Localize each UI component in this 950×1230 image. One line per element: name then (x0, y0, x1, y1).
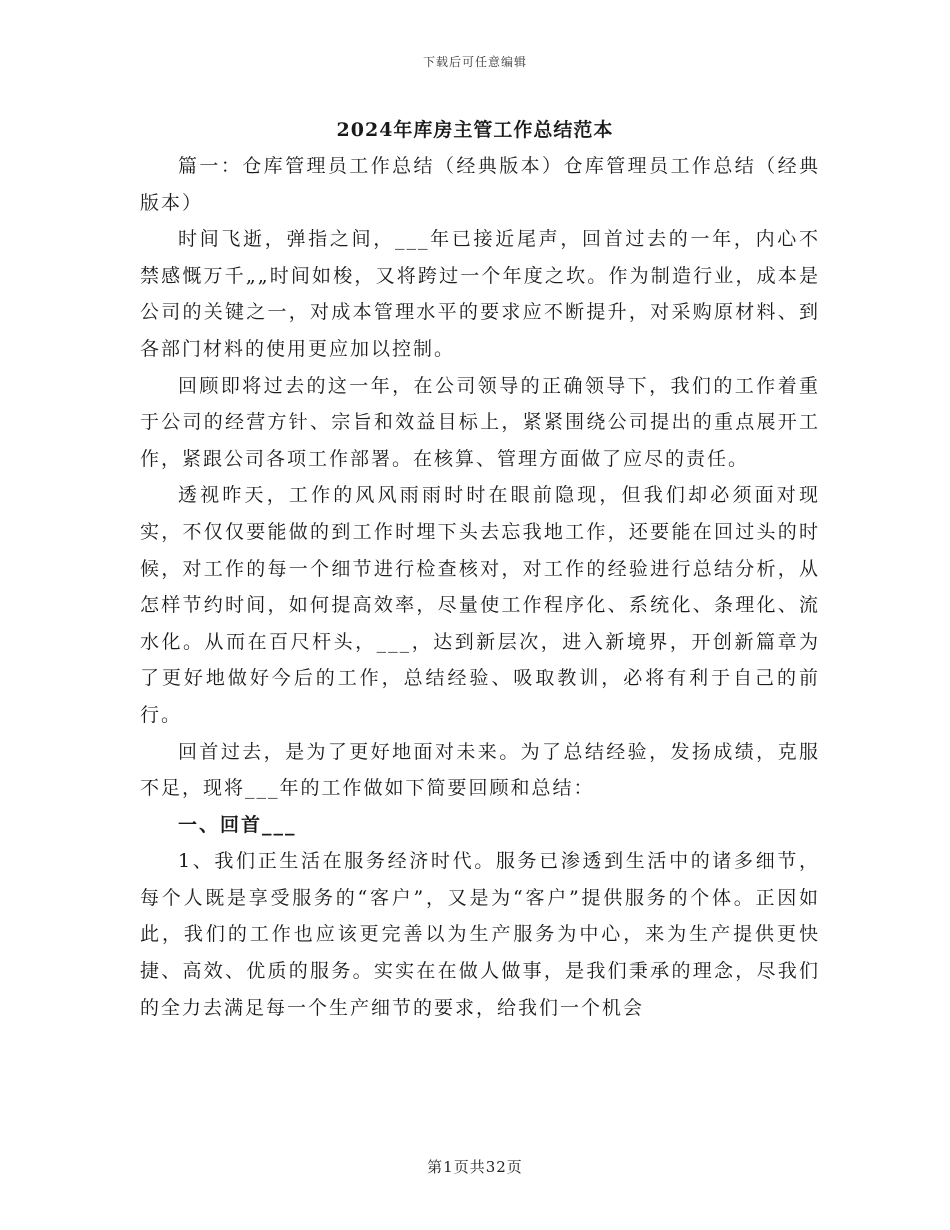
paragraph: 1、我们正生活在服务经济时代。服务已渗透到生活中的诸多细节，每个人既是享受服务的“客户”，又是为“客户”提供服务的个体。正因如此，我们的工作也应该更完善以为生产服务为中心，来为生产提供更快捷、高效、优质的服务。实实在在做人做事，是我们秉承的理念，尽我们的全力去满足每一个生产细节的要求，给我们一个机会 (140, 850, 820, 1019)
paragraph: 回顾即将过去的这一年，在公司领导的正确领导下，我们的工作着重于公司的经营方针、宗旨和效益目标上，紧紧围绕公司提出的重点展开工作，紧跟公司各项工作部署。在核算、管理方面做了应尽的责任。 (140, 374, 820, 470)
document-title: 2024年库房主管工作总结范本 (336, 119, 614, 141)
document-body (140, 148, 820, 1026)
paragraph: 时间飞逝，弹指之间，___年已接近尾声，回首过去的一年，内心不禁感慨万千„„时间如梭，又将跨过一个年度之坎。作为制造行业，成本是公司的关键之一，对成本管理水平的要求应不断提升，对采购原材料、到各部门材料的使用更应加以控制。 (140, 228, 820, 360)
paragraph: 回首过去，是为了更好地面对未来。为了总结经验，发扬成绩，克服不足，现将___年的工作做如下简要回顾和总结： (140, 740, 820, 800)
header-note: 下载后可任意编辑 (422, 55, 527, 69)
section-heading: 一、回首___ (178, 813, 297, 836)
paragraph-section-intro: 篇一：仓库管理员工作总结（经典版本）仓库管理员工作总结（经典版本） (140, 155, 820, 214)
page-number-footer: 第1页共32页 (427, 1158, 523, 1176)
paragraph: 透视昨天，工作的风风雨雨时时在眼前隐现，但我们却必须面对现实，不仅仅要能做的到工作时埋下头去忘我地工作，还要能在回过头的时候，对工作的每一个细节进行检查核对，对工作的经验进行总结分析，从怎样节约时间，如何提高效率，尽量使工作程序化、系统化、条理化、流水化。从而在百尺杆头，___，达到新层次，进入新境界，开创新篇章为了更好地做好今后的工作，总结经验、吸取教训，必将有利于自己的前行。 (140, 484, 820, 726)
